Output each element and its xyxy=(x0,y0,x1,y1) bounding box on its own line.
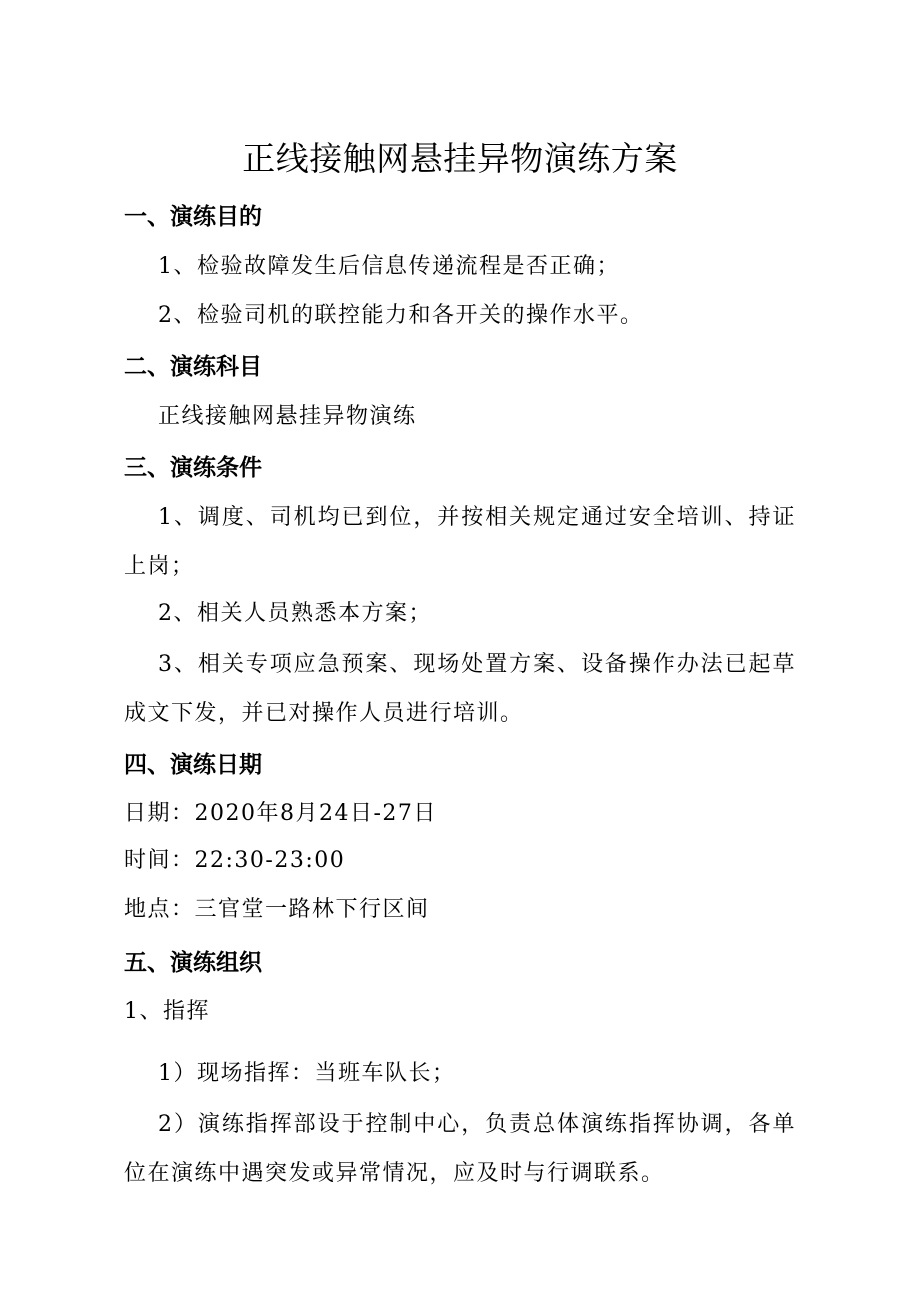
conditions-item-2: 2、相关人员熟悉本方案； xyxy=(158,601,432,626)
purpose-item-2: 2、检验司机的联控能力和各开关的操作水平。 xyxy=(158,303,644,328)
section-heading-subject: 二、演练科目 xyxy=(124,354,262,380)
subject-text: 正线接触网悬挂异物演练 xyxy=(158,404,417,429)
purpose-item-1: 1、检验故障发生后信息传递流程是否正确； xyxy=(158,254,620,279)
section-heading-purpose: 一、演练目的 xyxy=(124,204,262,230)
conditions-item-3: 3、相关专项应急预案、现场处置方案、设备操作办法已起草成文下发，并已对操作人员进行培训。 xyxy=(124,652,796,726)
organization-item-1: 1）现场指挥：当班车队长； xyxy=(158,1061,456,1086)
section-heading-dates: 四、演练日期 xyxy=(124,752,262,778)
document-title: 正线接触网悬挂异物演练方案 xyxy=(242,139,678,178)
conditions-item-1: 1、调度、司机均已到位，并按相关规定通过安全培训、持证上岗； xyxy=(124,505,796,579)
organization-sub-command: 1、指挥 xyxy=(124,999,210,1024)
drill-place: 地点：三官堂一路林下行区间 xyxy=(124,897,430,922)
drill-date: 日期：2020年8月24日-27日 xyxy=(124,801,437,826)
section-heading-conditions: 三、演练条件 xyxy=(124,455,262,481)
organization-item-2: 2）演练指挥部设于控制中心，负责总体演练指挥协调，各单位在演练中遇突发或异常情况，应及时与行调联系。 xyxy=(124,1112,796,1186)
section-heading-organization: 五、演练组织 xyxy=(124,950,262,976)
drill-time: 时间：22:30-23:00 xyxy=(124,848,346,873)
